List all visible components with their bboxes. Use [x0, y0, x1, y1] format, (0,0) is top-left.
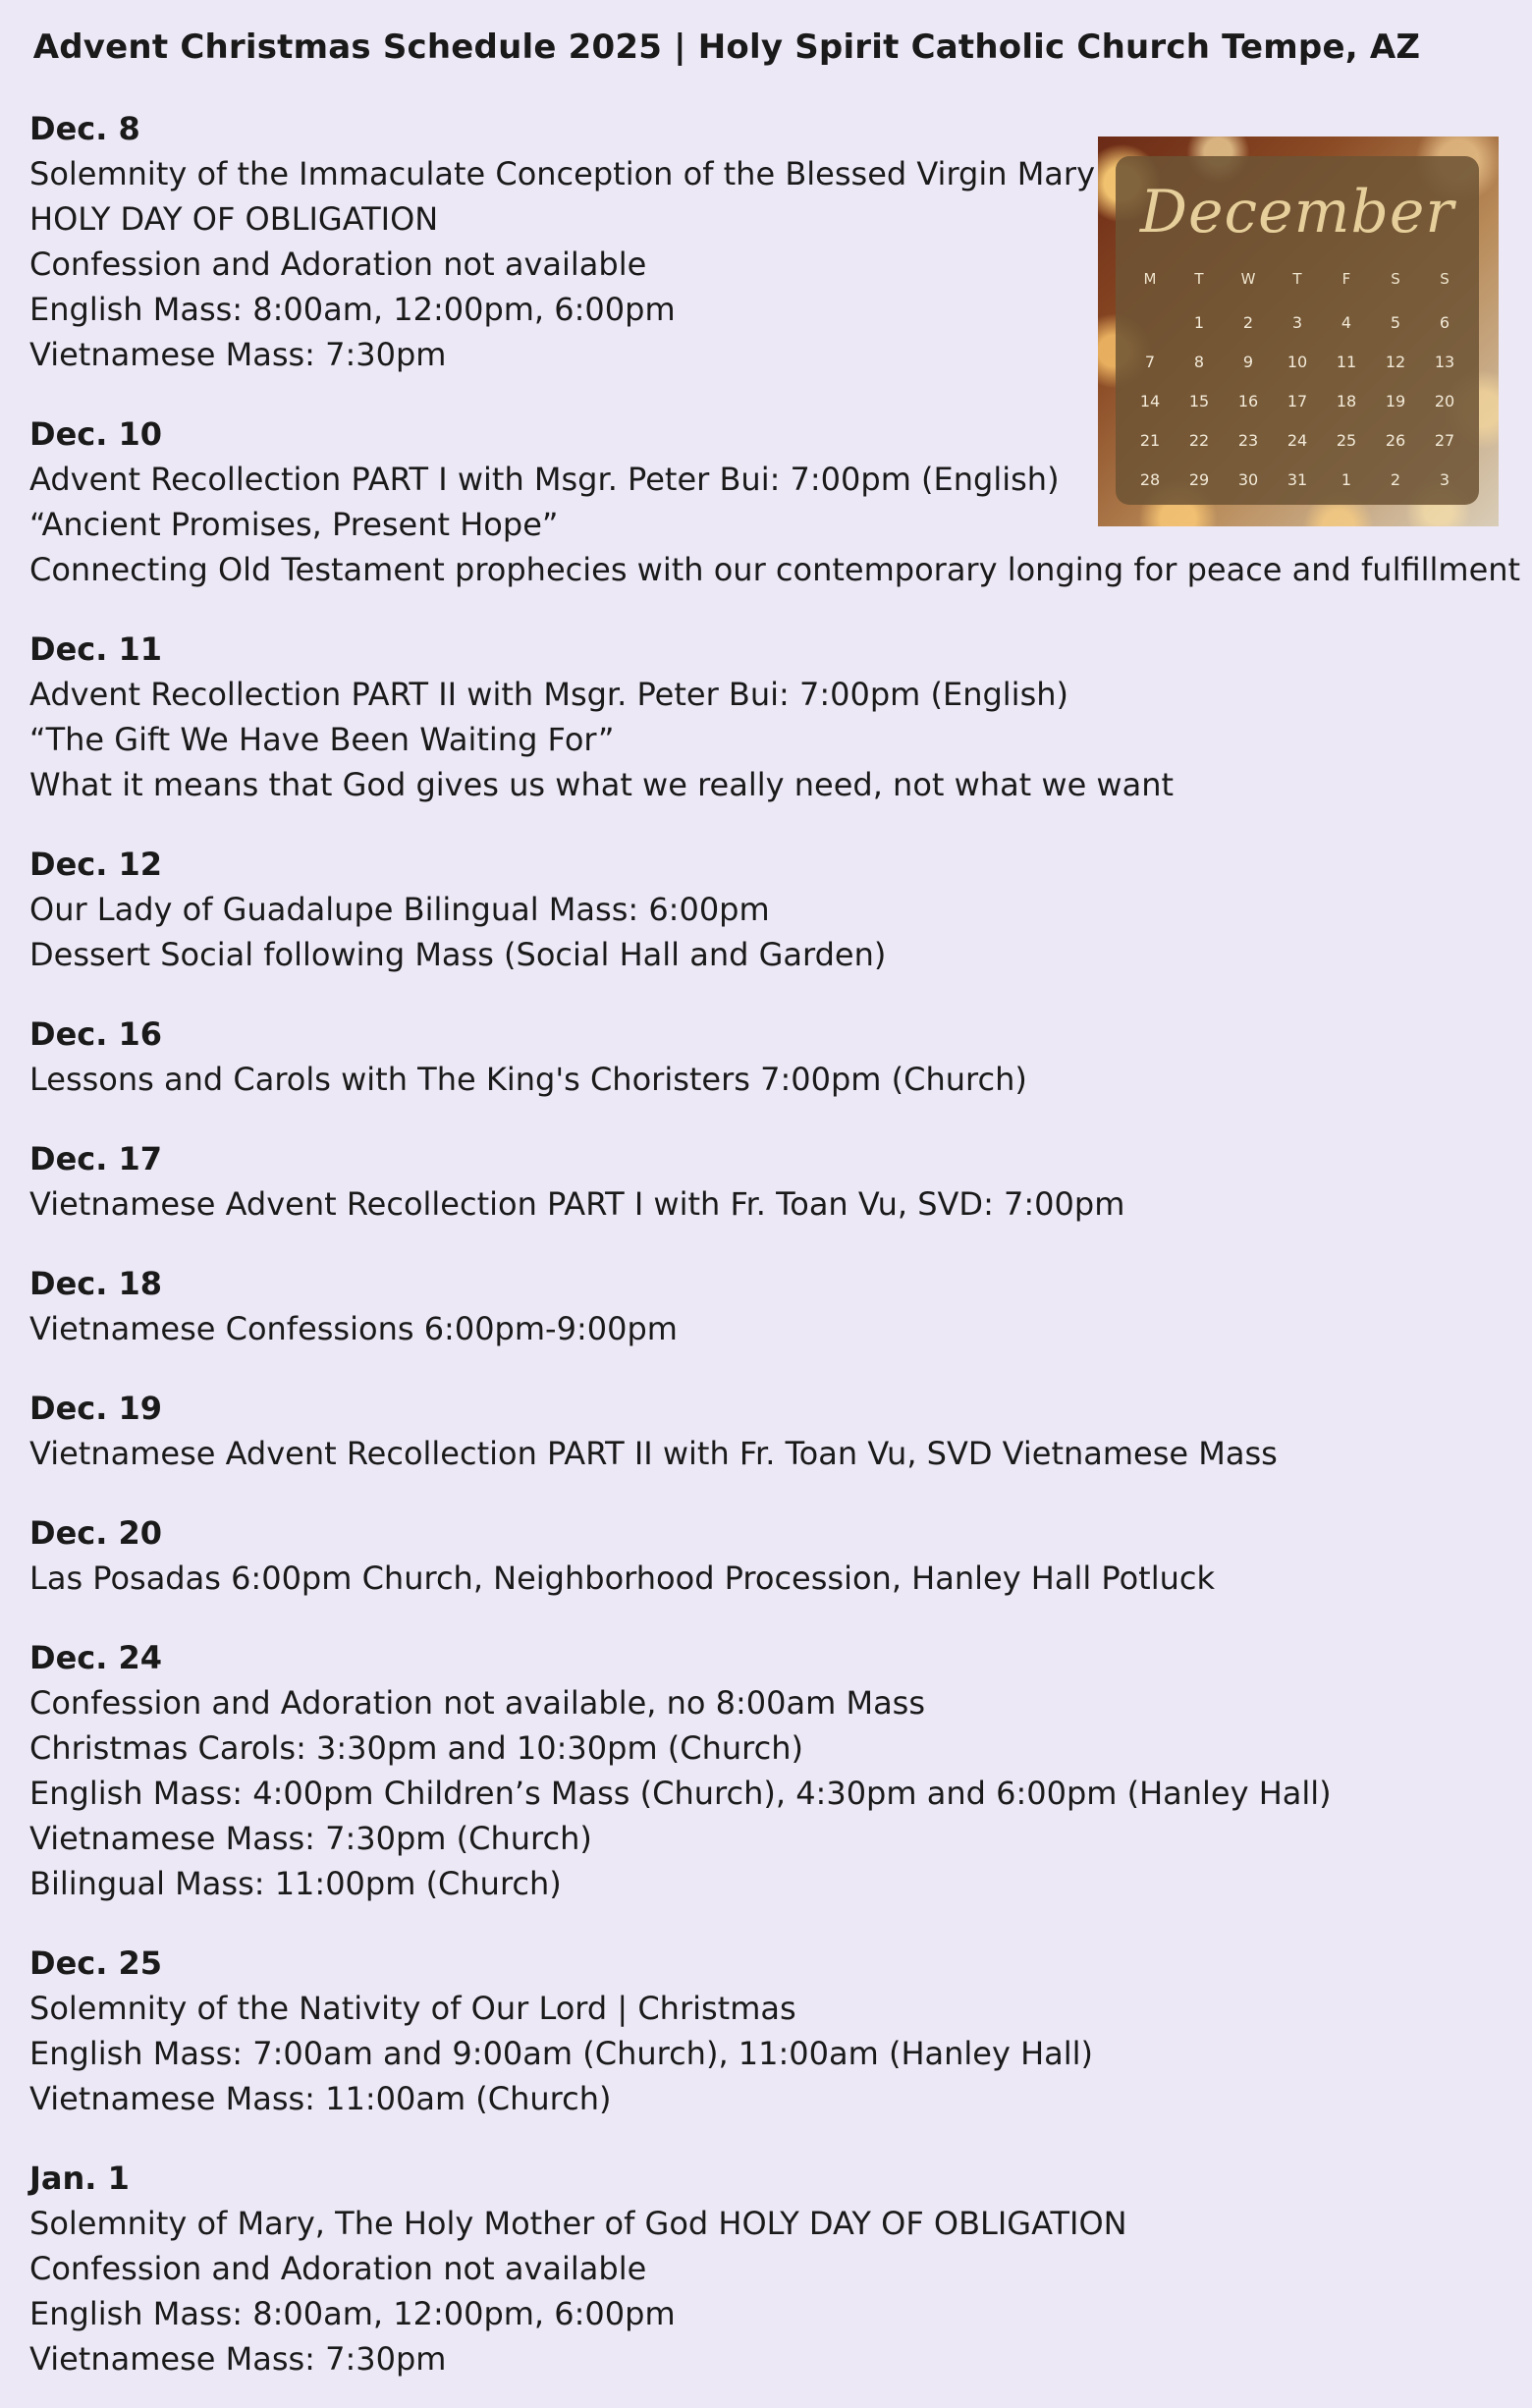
calendar-day: 12: [1385, 353, 1406, 371]
calendar-day: 24: [1286, 431, 1308, 450]
entry-line: Vietnamese Mass: 7:30pm: [29, 2340, 447, 2378]
calendar-weekday: S: [1440, 270, 1450, 288]
entry-line: Confession and Adoration not available, no 8:00am Mass: [29, 1684, 926, 1722]
calendar-day: 7: [1144, 353, 1156, 371]
calendar-day: 15: [1188, 392, 1210, 410]
entry-date: Dec. 10: [29, 415, 163, 453]
entry-line: Solemnity of the Nativity of Our Lord | Christmas: [29, 1990, 796, 2027]
schedule-entry: [29, 1136, 1503, 1227]
calendar-day: 19: [1385, 392, 1406, 410]
schedule-entry: [29, 627, 1503, 807]
calendar-weekday: F: [1341, 270, 1351, 288]
entry-line: Christmas Carols: 3:30pm and 10:30pm (Church): [29, 1729, 803, 1767]
calendar-day: 17: [1286, 392, 1308, 410]
entry-line: Vietnamese Mass: 7:30pm (Church): [29, 1820, 592, 1857]
calendar-day: 31: [1286, 470, 1308, 489]
entry-date: Dec. 17: [29, 1140, 163, 1177]
schedule-entry: [29, 842, 1503, 977]
entry-date: Dec. 18: [29, 1265, 163, 1302]
entry-line: Confession and Adoration not available: [29, 2250, 647, 2287]
calendar-day: 11: [1336, 353, 1357, 371]
calendar-day: 23: [1237, 431, 1259, 450]
entry-line: English Mass: 4:00pm Children’s Mass (Church), 4:30pm and 6:00pm (Hanley Hall): [29, 1775, 1332, 1812]
entry-line: Vietnamese Mass: 7:30pm: [29, 336, 447, 373]
calendar-day: 3: [1291, 313, 1303, 332]
calendar-day: 26: [1385, 431, 1406, 450]
entry-line: Vietnamese Mass: 11:00am (Church): [29, 2080, 612, 2117]
entry-line: Advent Recollection PART II with Msgr. Peter Bui: 7:00pm (English): [29, 676, 1068, 713]
calendar-weekday: T: [1292, 270, 1302, 288]
calendar-weekday: S: [1391, 270, 1400, 288]
entry-date: Dec. 11: [29, 630, 163, 668]
schedule-entry: [29, 1635, 1503, 1906]
calendar-day: 5: [1390, 313, 1401, 332]
entry-line: HOLY DAY OF OBLIGATION: [29, 200, 439, 238]
schedule-entry: [29, 1510, 1503, 1601]
entry-line: English Mass: 8:00am, 12:00pm, 6:00pm: [29, 291, 676, 328]
calendar-day: 10: [1286, 353, 1308, 371]
entry-line: Vietnamese Confessions 6:00pm-9:00pm: [29, 1310, 678, 1347]
calendar-day: 27: [1434, 431, 1455, 450]
entry-line: Confession and Adoration not available: [29, 246, 647, 283]
calendar-weekday: T: [1194, 270, 1204, 288]
calendar-month: December: [1139, 178, 1455, 246]
calendar-day: 6: [1439, 313, 1450, 332]
entry-line: English Mass: 7:00am and 9:00am (Church), 11:00am (Hanley Hall): [29, 2035, 1094, 2072]
entry-date: Jan. 1: [29, 2160, 130, 2197]
entry-date: Dec. 8: [29, 110, 140, 147]
calendar-day: 14: [1139, 392, 1161, 410]
calendar-day: 22: [1188, 431, 1210, 450]
entry-line: Solemnity of the Immaculate Conception of the Blessed Virgin Mary: [29, 155, 1095, 192]
entry-date: Dec. 24: [29, 1639, 163, 1676]
entry-date: Dec. 20: [29, 1514, 163, 1552]
entry-line: English Mass: 8:00am, 12:00pm, 6:00pm: [29, 2295, 676, 2332]
calendar-day: 29: [1188, 470, 1210, 489]
calendar-day: 30: [1237, 470, 1259, 489]
entry-date: Dec. 16: [29, 1015, 163, 1053]
calendar-day: 1: [1193, 313, 1205, 332]
schedule-entry: [29, 411, 1521, 592]
entry-line: Vietnamese Advent Recollection PART I with Fr. Toan Vu, SVD: 7:00pm: [29, 1185, 1125, 1223]
calendar-day: 13: [1434, 353, 1455, 371]
entry-line: Vietnamese Advent Recollection PART II with Fr. Toan Vu, SVD Vietnamese Mass: [29, 1435, 1278, 1472]
entry-line: Advent Recollection PART I with Msgr. Peter Bui: 7:00pm (English): [29, 461, 1060, 498]
calendar-day: 8: [1193, 353, 1205, 371]
calendar-day: 2: [1242, 313, 1254, 332]
calendar-day: 3: [1439, 470, 1450, 489]
calendar-day: 1: [1340, 470, 1352, 489]
calendar-day: 16: [1237, 392, 1259, 410]
calendar-weekday: W: [1240, 270, 1256, 288]
calendar-day: 18: [1336, 392, 1357, 410]
entry-line: Las Posadas 6:00pm Church, Neighborhood Procession, Hanley Hall Potluck: [29, 1560, 1215, 1597]
schedule-entry: [29, 1261, 1503, 1351]
entry-date: Dec. 12: [29, 846, 163, 883]
entry-date: Dec. 19: [29, 1390, 163, 1427]
schedule-entry: [29, 106, 1503, 377]
schedule-entry: [29, 1012, 1503, 1102]
schedule-list: [29, 106, 1521, 2381]
page-title: Advent Christmas Schedule 2025 | Holy Spirit Catholic Church Tempe, AZ: [32, 27, 1421, 67]
schedule-entry: [29, 2156, 1503, 2381]
entry-line: “Ancient Promises, Present Hope”: [29, 506, 559, 543]
entry-line: Solemnity of Mary, The Holy Mother of God HOLY DAY OF OBLIGATION: [29, 2205, 1127, 2242]
entry-line: What it means that God gives us what we really need, not what we want: [29, 766, 1175, 803]
entry-line: Lessons and Carols with The King's Choristers 7:00pm (Church): [29, 1061, 1027, 1098]
entry-line: Bilingual Mass: 11:00pm (Church): [29, 1865, 562, 1902]
schedule-entry: [29, 1386, 1503, 1476]
schedule-entry: [29, 1941, 1503, 2121]
calendar-day: 28: [1139, 470, 1161, 489]
calendar-day: 2: [1390, 470, 1401, 489]
entry-line: Our Lady of Guadalupe Bilingual Mass: 6:00pm: [29, 891, 770, 928]
calendar-day: 25: [1336, 431, 1357, 450]
entry-line: Connecting Old Testament prophecies with our contemporary longing for peace and fulfillment: [29, 551, 1521, 588]
calendar-day: 9: [1242, 353, 1254, 371]
calendar-day: 4: [1340, 313, 1352, 332]
entry-line: Dessert Social following Mass (Social Hall and Garden): [29, 936, 887, 973]
entry-line: “The Gift We Have Been Waiting For”: [29, 721, 615, 758]
calendar-day: 20: [1434, 392, 1455, 410]
calendar-day: 21: [1139, 431, 1161, 450]
entry-date: Dec. 25: [29, 1944, 163, 1982]
calendar-weekday: M: [1143, 270, 1157, 288]
